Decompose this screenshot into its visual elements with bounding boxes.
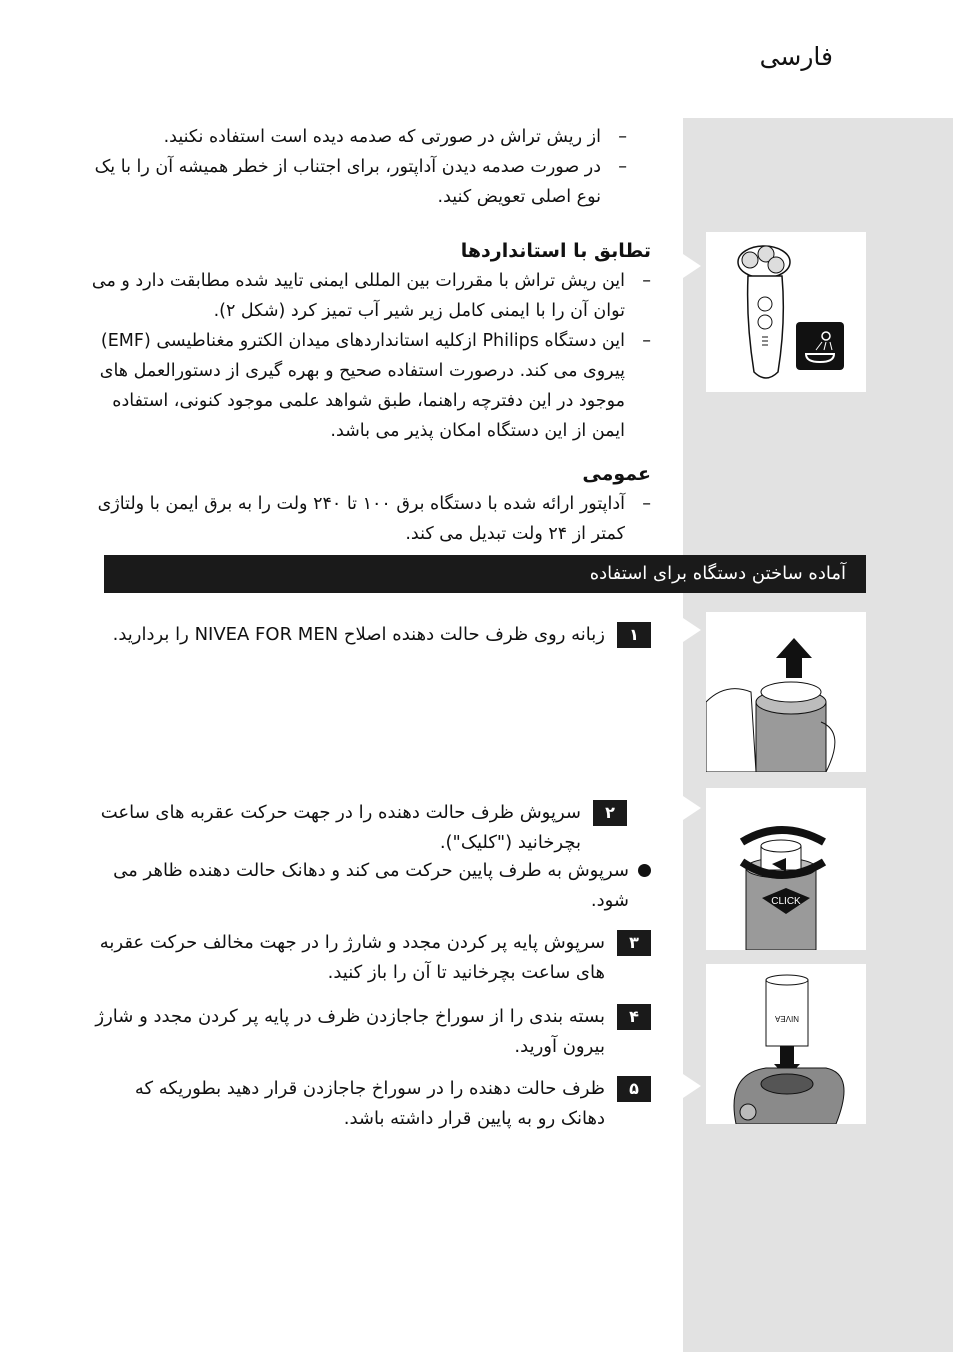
warnings-block — [87, 122, 627, 212]
twist-cap-illustration — [706, 788, 866, 950]
warning-item-1: – از ریش تراش در صورتی که صدمه دیده است استفاده نکنید. — [87, 122, 627, 152]
step-text: سرپوش ظرف حالت دهنده را در جهت حرکت عقربه های ساعت بچرخانید ("کلیک"). — [100, 802, 581, 853]
remove-tab-illustration — [706, 612, 866, 772]
step-3 — [91, 928, 651, 988]
note-text: سرپوش به طرف پایین حرکت می کند و دهانک حالت دهنده ظاهر می شود. — [113, 860, 629, 911]
step-text: زبانه روی ظرف حالت دهنده اصلاح NIVEA FOR MEN را بردارید. — [112, 624, 605, 645]
compliance-item-2: – این دستگاه Philips ازکلیه استانداردهای میدان الکترو مغناطیسی (EMF) پیروی می کند. درصورت استفاده صحیح و بهره گیری از دستورالعمل های موجود در این دفترچه راهنما، طبق شواهد علمی موجود کنونی، استفاده ایمن از این دستگاه امکان پذیر می باشد. — [91, 326, 651, 446]
step-text: ظرف حالت دهنده را در سوراخ جاجازدن قرار دهید بطوریکه که دهانک رو به پایین قرار داشته باشد. — [134, 1078, 605, 1129]
shaver-illustration — [706, 232, 866, 392]
general-heading: عمومی — [582, 463, 651, 485]
section-title-bar: آماده ساختن دستگاه برای استفاده — [104, 555, 866, 593]
step-text: بسته بندی را از سوراخ جاجازدن ظرف در پایه پر کردن مجدد و شارژ بیرون آورید. — [95, 1006, 605, 1057]
note-item — [103, 856, 651, 916]
step-text: سرپوش پایه پر کردن مجدد و شارژ را در جهت مخالف حرکت عقربه های ساعت بچرخانید تا آن را باز کنید. — [99, 932, 605, 983]
step-2-note — [103, 856, 651, 916]
click-label: CLICK — [771, 896, 801, 907]
step-number: ۵ — [617, 1076, 651, 1102]
compliance-heading: تطابق با استانداردها — [460, 240, 651, 262]
step-number: ۳ — [617, 930, 651, 956]
step-number: ۴ — [617, 1004, 651, 1030]
pointer-arrow — [683, 796, 701, 820]
compliance-item-1: – این ریش تراش با مقررات بین المللی ایمنی تایید شده مطابقت دارد و می توان آن را با ایمنی کامل زیر شیر آب تمیز کرد (شکل ۲). — [91, 266, 651, 326]
step-number: ۲ — [593, 800, 627, 826]
pointer-arrow — [683, 1074, 701, 1098]
compliance-block — [91, 222, 651, 446]
step-2 — [91, 798, 627, 858]
step-number: ۱ — [617, 622, 651, 648]
step-5 — [91, 1074, 651, 1134]
general-block — [91, 445, 651, 549]
step-4 — [91, 1002, 651, 1062]
page-language-label: فارسی — [759, 42, 833, 71]
warning-item-2: – در صورت صدمه دیدن آداپتور، برای اجتناب از خطر همیشه آن را با یک نوع اصلی تعویض کنید. — [87, 152, 627, 212]
pointer-arrow — [683, 254, 701, 278]
pointer-arrow — [683, 618, 701, 642]
bullet-icon — [638, 864, 651, 877]
general-item-1: – آداپتور ارائه شده با دستگاه برق ۱۰۰ تا ۲۴۰ ولت را به برق ایمن با ولتاژی کمتر از ۲۴ ولت تبدیل می کند. — [91, 489, 651, 549]
step-1 — [91, 620, 651, 650]
insert-bottle-illustration — [706, 964, 866, 1124]
bottle-label: NIVEA — [774, 1014, 800, 1023]
